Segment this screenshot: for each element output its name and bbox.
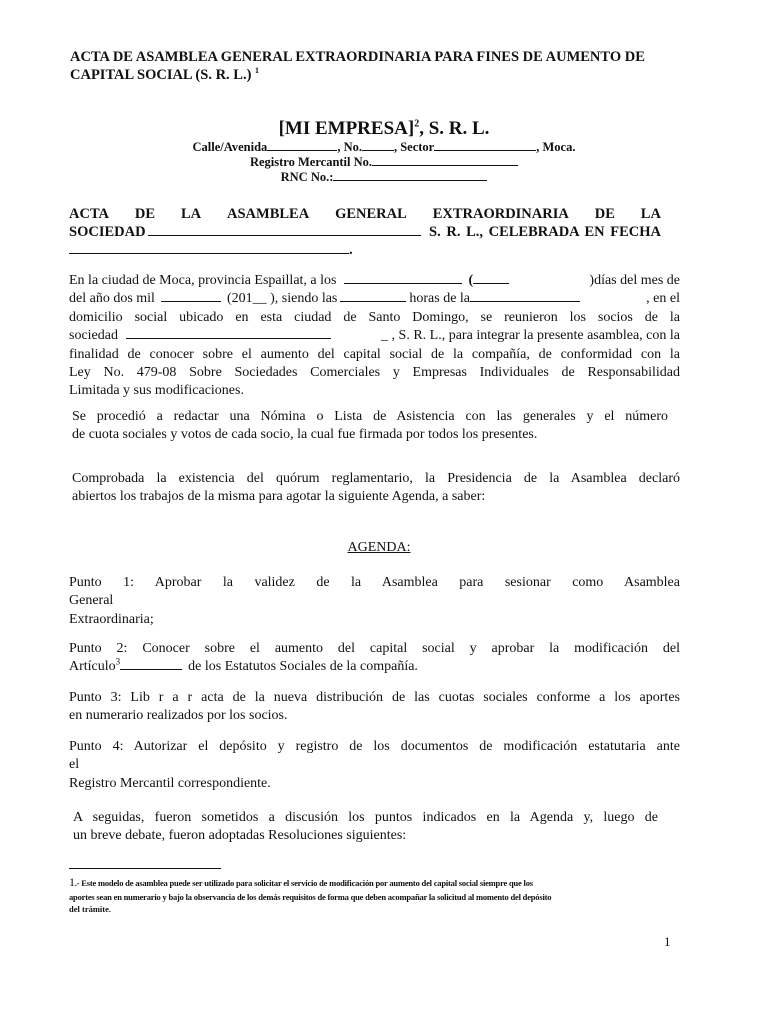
- seguidas-line-2: un breve debate, fueron adoptadas Resoluciones siguientes:: [73, 828, 407, 844]
- address-street-blank[interactable]: [267, 139, 337, 151]
- footnote-line-1: [69, 876, 709, 891]
- registro-label: Registro Mercantil No.: [249, 155, 373, 169]
- address-number-blank[interactable]: [362, 139, 394, 151]
- agenda-punto-2: [69, 640, 680, 677]
- intro-year-blank[interactable]: [161, 290, 221, 302]
- intro-period-blank[interactable]: [470, 290, 580, 302]
- intro-sociedad-blank[interactable]: [126, 327, 331, 339]
- company-name: [0, 118, 768, 140]
- intro-hour-blank[interactable]: [340, 290, 406, 302]
- address-sector-blank[interactable]: [434, 139, 536, 151]
- agenda-punto-3: [69, 689, 680, 726]
- agenda-punto-1: [69, 574, 680, 629]
- acta-heading-word: DE: [594, 206, 615, 222]
- acta-heading-word: LA: [180, 206, 202, 222]
- intro-line-7: Limitada y sus modificaciones.: [69, 383, 244, 399]
- address-sector-label: , Sector: [393, 140, 435, 154]
- punto4-line-2: el: [69, 757, 80, 773]
- acta-heading-word: EXTRAORDINARIA: [432, 206, 569, 222]
- document-title: [70, 48, 710, 84]
- acta-fecha-blank[interactable]: [69, 242, 349, 254]
- registro-mercantil-line: [0, 154, 768, 170]
- intro-4a: sociedad: [69, 328, 118, 344]
- company-name-text: [MI EMPRESA]: [278, 118, 415, 139]
- footnote-1: [69, 876, 709, 916]
- intro-line-6: Ley No. 479-08 Sobre Sociedades Comerciales y Empresas Individuales de Responsabilidad: [69, 365, 680, 381]
- company-address: [0, 139, 768, 155]
- title-line-2-text: CAPITAL SOCIAL (S. R. L.): [70, 67, 252, 83]
- intro-2c: horas de la: [409, 291, 471, 307]
- nomina-paragraph: [72, 408, 668, 445]
- intro-line-3: domicilio social ubicado en esta ciudad de Santo Domingo, se reunieron los socios de la: [69, 309, 680, 325]
- nomina-line-2: de cuota sociales y votos de cada socio, la cual fue firmada por todos los presentes.: [72, 427, 538, 443]
- punto2-articulo: Artículo: [69, 659, 116, 675]
- footnote-line-2: aportes sean en numerario y bajo la observancia de los demás requisitos de forma que deben acompañar la solicitud al momento del depósito: [69, 891, 552, 902]
- address-street-label: Calle/Avenida: [192, 140, 268, 154]
- address-city: , Moca.: [536, 140, 576, 154]
- quorum-line-1: Comprobada la existencia del quórum reglamentario, la Presidencia de la Asamblea declaró: [72, 471, 680, 486]
- acta-heading-word: ACTA: [69, 206, 110, 222]
- intro-line-1: [69, 272, 680, 290]
- punto2-line-2: [69, 658, 680, 676]
- punto4-line-3: Registro Mercantil correspondiente.: [69, 775, 271, 791]
- punto2-estatutos: de los Estatutos Sociales de la compañía.: [188, 659, 418, 675]
- registro-blank[interactable]: [372, 154, 518, 166]
- acta-heading-word: DE: [134, 206, 156, 222]
- address-number-label: , No.: [337, 140, 362, 154]
- acta-heading-line-3: [69, 241, 661, 259]
- acta-heading-period: .: [349, 242, 353, 258]
- punto1-line-3: Extraordinaria;: [69, 611, 154, 627]
- acta-heading-word: GENERAL: [335, 206, 407, 222]
- acta-heading-line-2: [69, 223, 661, 241]
- company-suffix: , S. R. L.: [419, 118, 490, 139]
- intro-dia-blank[interactable]: [344, 272, 462, 284]
- quorum-line-2: abiertos los trabajos de la misma para agotar la siguiente Agenda, a saber:: [72, 489, 486, 505]
- punto2-line-1: Punto 2: Conocer sobre el aumento del capital social y aprobar la modificación del: [69, 641, 680, 656]
- intro-1a: En la ciudad de Moca, provincia Espaillat, a los: [69, 273, 337, 288]
- agenda-title: [0, 539, 758, 557]
- intro-line-5: finalidad de conocer sobre el aumento del capital social de la compañía, de conformidad con la: [69, 346, 680, 362]
- intro-paragraph: [69, 272, 680, 401]
- punto4-line-1: Punto 4: Autorizar el depósito y registro de los documentos de modificación estatutaria ante: [69, 739, 680, 754]
- title-line-2: [70, 66, 710, 84]
- rnc-line: [0, 169, 768, 185]
- rnc-label: RNC No.:: [280, 170, 334, 184]
- footnote-ref-3: 3: [115, 656, 121, 667]
- page-number: 1: [664, 934, 671, 949]
- acta-sociedad-label: SOCIEDAD: [69, 224, 146, 240]
- quorum-paragraph: [72, 470, 680, 507]
- acta-sociedad-blank[interactable]: [148, 224, 421, 236]
- agenda-punto-4: [69, 738, 680, 793]
- seguidas-line-1: A seguidas, fueron sometidos a discusión los puntos indicados en la Agenda y, luego de: [73, 810, 658, 825]
- seguidas-paragraph: [73, 809, 658, 846]
- footnote-line-3: del trámite.: [69, 904, 112, 914]
- title-line-1: ACTA DE ASAMBLEA GENERAL EXTRAORDINARIA PARA FINES DE AUMENTO DE: [70, 49, 645, 65]
- punto2-articulo-blank[interactable]: [120, 658, 182, 670]
- punto1-line-2: General: [69, 593, 114, 609]
- punto3-line-2: en numerario realizados por los socios.: [69, 708, 288, 724]
- acta-heading-line-1: [69, 205, 661, 223]
- acta-heading-word: LA: [640, 206, 661, 222]
- footnote-text-1: .- Este modelo de asamblea puede ser utilizado para solicitar el servicio de modificación por aumento del capital social siempre que los: [74, 878, 533, 888]
- acta-celebrada-label: S. R. L., CELEBRADA EN FECHA: [429, 224, 661, 240]
- punto3-line-1: Punto 3: Lib r a r acta de la nueva distribución de las cuotas sociales conforme a los aportes: [69, 690, 680, 705]
- nomina-line-1: Se procedió a redactar una Nómina o Lista de Asistencia con las generales y el número: [72, 409, 668, 424]
- agenda-title-text: AGENDA:: [347, 540, 411, 555]
- footnote-number: 1: [69, 875, 75, 889]
- rnc-blank[interactable]: [333, 169, 487, 181]
- intro-1c: )días del mes de: [589, 273, 680, 288]
- intro-2d: , en el: [646, 291, 680, 307]
- acta-heading-word: ASAMBLEA: [227, 206, 310, 222]
- footnote-ref-2: 2: [414, 118, 420, 130]
- intro-2b: (201__ ), siendo las: [226, 291, 338, 307]
- intro-4b: _ , S. R. L., para integrar la presente asamblea, con la: [381, 328, 680, 344]
- footnote-separator: [69, 868, 221, 869]
- acta-heading: [69, 205, 661, 259]
- intro-line-4: [69, 327, 680, 345]
- intro-2a: del año dos mil: [69, 291, 155, 307]
- intro-1b: (: [468, 273, 474, 288]
- intro-line-2: [69, 290, 680, 308]
- footnote-ref-1: 1: [255, 66, 260, 76]
- punto1-line-1: Punto 1: Aprobar la validez de la Asamblea para sesionar como Asamblea: [69, 575, 680, 590]
- intro-dia-num-blank[interactable]: [473, 272, 509, 284]
